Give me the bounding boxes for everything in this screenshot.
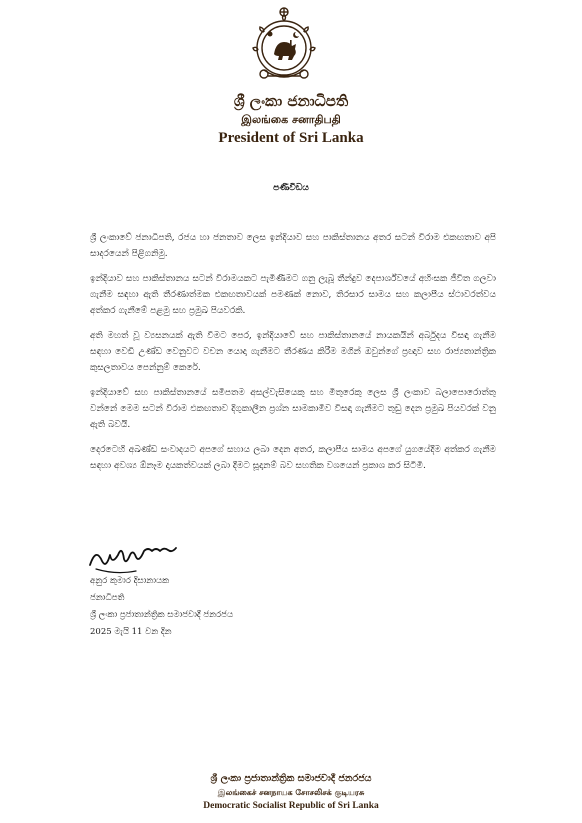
signatory-position: ජනාධිපති [90,593,125,603]
letter-date: 2025 මැයි 11 වන දින [90,627,172,637]
paragraph: ඉන්දියාව සහ පාකිස්තානය සටන් විරාමයකට පැමිණීමට ගනු ලැබූ තීන්දුව දෙපාර්ශ්වයේ අහිංසක ජීවිත ගලවා ගැනීම සඳහා ඇති තීරණාත්මක එකඟතාවයක් පමණක් නොව, තිරසාර සාමය සහ කලාපීය ස්ථාවරත්වය අත්කර ගැනීමේ පළමු සහ ප්‍රමුඛ පියවරකි. [90,274,496,316]
handwritten-signature-icon [86,543,186,577]
sri-lanka-emblem-icon [250,4,318,84]
paragraph: ශ්‍රී ලංකාවේ ජනාධිපති, රජය හා ජනතාව ලෙස ඉන්දියාව සහ පාකිස්තානය අතර සටන් විරාම එකඟතාව අපි සාදරයෙන් පිළිගනිමු. [90,233,496,259]
signatory-name: අනුර කුමාර දිසානායක [90,576,170,586]
document-title: පණිවිඩය [273,183,309,193]
paragraph: දෙරටෙහි අඛණ්ඩ සංවාදයට අපගේ සහාය ලබා දෙන අතර, කලාපීය සාමය අපගේ යුගයේදීම අත්කර ගැනීම සඳහා අවශ්‍ය ඕනෑම දායකත්වයක් ලබා දීමට සූදානම් බව සහතික වශයෙන් ප්‍රකාශ කර සිටිමි. [90,445,496,471]
letterhead-title-english: President of Sri Lanka [218,130,364,146]
paragraph: අති මහත් වූ ව්‍යසනයක් ඇති වීමට පෙර, ඉන්දියාවේ සහ පාකිස්තානයේ නායකයින් අර්බුදය විසඳා ගැනීම සඳහා වෙඩි උණ්ඩ වෙනුවට වචන යොදා ගැනීමට තීරණය කිරීම මගින් ඔවුන්ගේ ප්‍රඥාව සහ රාජ්‍යතාන්ත්‍රික කුසලතාවය පෙන්නුම් කෙරේ. [90,331,496,373]
footer-sinhala: ශ්‍රී ලංකා ප්‍රජාතාන්ත්‍රික සමාජවාදී ජනරජය [210,773,372,784]
letterhead-title-sinhala: ශ්‍රී ලංකා ජනාධිපති [233,92,349,110]
letterhead-title-tamil: இலங்கை சனாதிபதி [241,113,341,126]
signatory-country: ශ්‍රී ලංකා ප්‍රජාතාන්ත්‍රික සමාජවාදී ජනරජය [90,610,234,620]
footer-tamil: இலங்கைச் சனநாயக சோசலிசக் குடியரசு [217,787,365,797]
footer-english: Democratic Socialist Republic of Sri Lanka [203,801,379,811]
message-body [90,230,496,483]
signature-block [90,573,233,641]
paragraph: ඉන්දියාවේ සහ පාකිස්තානයේ සමීපතම අසල්වැසියෙකු සහ මිතුරෙකු ලෙස ශ්‍රී ලංකාව බලාපොරොත්තු වන්නේ මෙම සටන් විරාම එකඟතාව දිගුකාලීන ප්‍රශ්න සාමකාමීව විසඳා ගැනීමට තුඩු දෙන ප්‍රමුඛ පියවරක් වනු ඇති බවයි. [90,388,496,430]
